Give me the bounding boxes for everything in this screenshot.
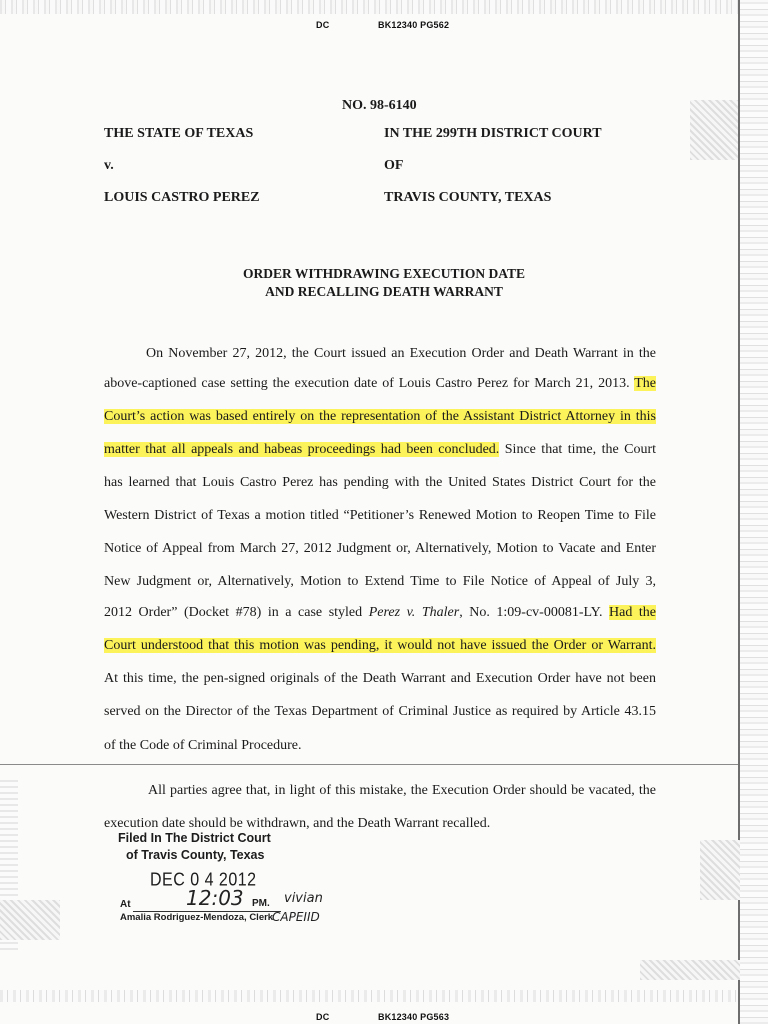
para1-line: New Judgment or, Alternatively, Motion to Extend Time to File Notice of Appeal of July 3, [104,574,656,589]
highlight: Court understood that this motion was pending, it would not have issued the Order or Warrant. [104,638,656,653]
para2-line: All parties agree that, in light of this mistake, the Execution Order should be vacated, the [148,783,656,798]
filed-stamp-date: DEC 0 4 2012 [150,870,257,891]
footer-dc: DC [316,1012,330,1022]
highlight: The [634,376,656,391]
highlight: Court’s action was based entirely on the representation of the Assistant District Attorney in this [104,409,656,424]
para1-line: of the Code of Criminal Procedure. [104,738,302,753]
caption-court: IN THE 299TH DISTRICT COURT [384,126,602,141]
scan-smudge [700,840,740,900]
header-book-page: BK12340 PG562 [378,20,450,30]
caption-county: TRAVIS COUNTY, TEXAS [384,190,552,205]
caption-of: OF [384,158,404,173]
para1-line: served on the Director of the Texas Department of Criminal Justice as required by Article 43.15 [104,704,656,719]
para1-line: At this time, the pen-signed originals of the Death Warrant and Execution Order have not been [104,671,656,686]
order-title-line2: AND RECALLING DEATH WARRANT [265,284,503,299]
para1-line: On November 27, 2012, the Court issued an Execution Order and Death Warrant in the [146,346,656,361]
scan-noise-top [0,0,768,14]
scan-edge-right [738,0,768,1024]
para1-line: Western District of Texas a motion titled “Petitioner’s Renewed Motion to Reopen Time to File [104,508,656,523]
clerk-code-handwritten: CAPEIID [272,910,320,924]
caption-plaintiff: THE STATE OF TEXAS [104,126,254,141]
para1-line: matter that all appeals and habeas proceedings had been concluded. Since that time, the Court [104,442,657,457]
para1-line [104,408,656,426]
scan-smudge [640,960,740,980]
clerk-initials-handwritten: vivian [284,891,323,906]
para2-line: execution date should be withdrawn, and the Death Warrant recalled. [104,816,491,831]
scan-noise-bottom [0,990,768,1002]
para1-line [104,637,656,655]
filed-stamp-line2: of Travis County, Texas [126,848,265,862]
scan-smudge [690,100,738,160]
para1-line: 2012 Order” (Docket #78) in a case styled Perez v. Thaler, No. 1:09-cv-00081-LY. Had the [104,605,657,620]
para1-line: has learned that Louis Castro Perez has pending with the United States District Court for the [104,475,656,490]
filed-stamp-at: At [120,899,131,910]
scan-smudge [0,900,60,940]
caption-defendant: LOUIS CASTRO PEREZ [104,190,260,205]
filed-stamp-clerk: Amalia Rodriguez-Mendoza, Clerk [120,912,274,923]
highlight: Had the [609,605,657,620]
filed-stamp-time: 12:03 [186,886,244,910]
para1-line: Notice of Appeal from March 27, 2012 Judgment or, Alternatively, Motion to Vacate and Enter [104,541,656,556]
caption-versus: v. [104,158,114,173]
order-title-line1: ORDER WITHDRAWING EXECUTION DATE [243,266,525,281]
page-fold-line [0,764,738,765]
filed-stamp-line1: Filed In The District Court [118,831,271,845]
case-number: NO. 98-6140 [342,98,417,113]
highlight: matter that all appeals and habeas proceedings had been concluded. [104,442,500,457]
footer-book-page: BK12340 PG563 [378,1012,450,1022]
para1-line: above-captioned case setting the execution date of Louis Castro Perez for March 21, 2013. The [104,376,656,391]
header-dc: DC [316,20,330,30]
filed-stamp-pm: PM. [252,898,270,909]
